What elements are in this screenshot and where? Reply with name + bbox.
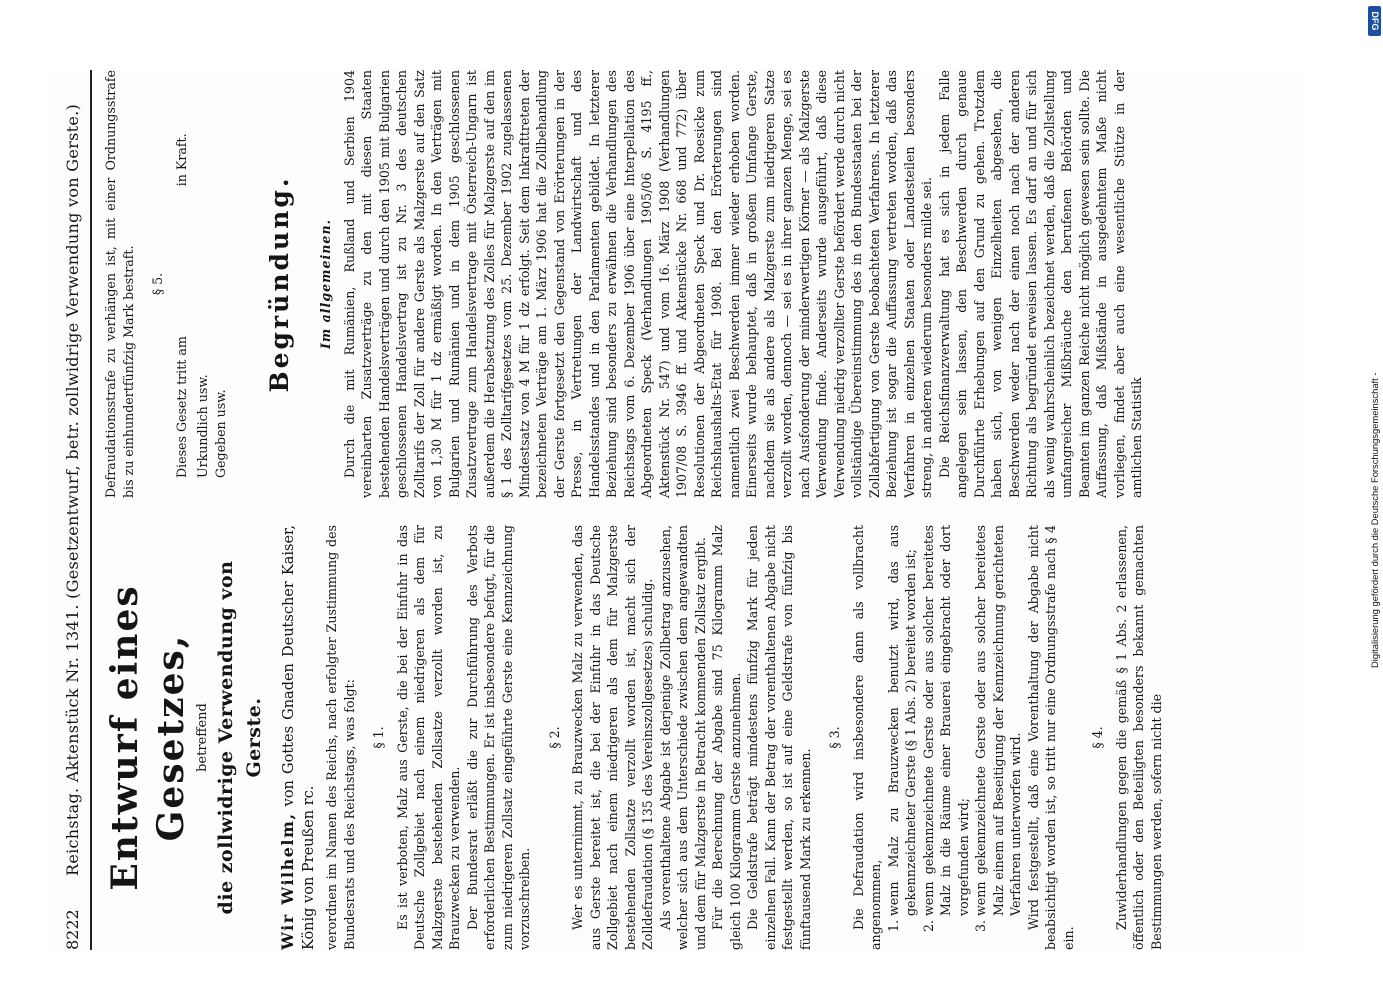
- urkundlich-text: Urkundlich usw.: [195, 374, 210, 478]
- running-title: Reichstag. Aktenstück Nr. 1341. (Gesetzentwurf, betr. zollwidrige Verwendung von Gerste.): [63, 103, 82, 877]
- digitization-sidebar: [1369, 8, 1379, 668]
- right-column: [102, 70, 1146, 498]
- page-header: [62, 70, 84, 950]
- section-2-heading: § 2.: [546, 726, 562, 749]
- enacting-formula: [278, 525, 319, 950]
- document-page: [50, 70, 1300, 950]
- section-3-item: [920, 525, 973, 950]
- document-subtitle: die zollwidrige Verwendung von Gerste.: [215, 560, 265, 915]
- page-number: 8222: [63, 909, 82, 950]
- item-text: wenn Malz zu Brauzwecken benutzt wird, das aus gekennzeichneter Gerste (§ 1 Abs. 2) bereitet worden ist;: [885, 525, 918, 916]
- item-text: wenn gekennzeichnete Gerste oder aus solcher bereitetes Malz in die Räume einer Brauerei eingebracht oder dort vorgefunden wird;: [920, 525, 971, 916]
- section-5-text-start: Dieses Gesetz tritt am: [173, 336, 189, 478]
- section-4-paragraph: Zuwiderhandlungen gegen die gemäß § 1 Abs. 2 erlassenen, öffentlich oder den Beteiligten besonders bekannt gemachten Bestimmungen werden, sofern nicht die: [1113, 525, 1164, 950]
- document-title: Entwurf eines Gesetzes,: [104, 584, 192, 891]
- emperor-title: von Gottes Gnaden Deutscher Kaiser, König von Preußen rc.: [281, 524, 317, 950]
- section-1-paragraph-1: Es ist verboten, Malz aus Gerste, die bei der Einfuhr in das Deutsche Zollgebiet nach einem niedrigeren als dem für Malzgerste bestehenden Zollsatze verzollt worden ist, zu Brauzwecken zu verwenden.: [394, 525, 462, 950]
- section-2-paragraph-1: Wer es unternimmt, zu Brauzwecken Malz zu verwenden, das aus Gerste bereitet ist, die bei der Einfuhr in das Deutsche Zollgebiet nach einem niedrigeren als dem für Malzgerste bestehenden Zollsatze verzollt worden ist, macht sich der Zolldefraudation (§ 135 des Vereinszollgesetzes) schuldig.: [570, 525, 655, 950]
- section-2-paragraph-2: Als vorenthaltene Abgabe ist derjenige Zollbetrag anzusehen, welcher sich aus dem Unterschiede zwischen dem angewandten und dem für Malzgerste in Betracht kommenden Zollsatz ergibt.: [657, 525, 708, 950]
- section-2-paragraph-3: Für die Berechnung der Abgabe sind 75 Kilogramm Malz gleich 100 Kilogramm Gerste anzunehmen.: [710, 525, 743, 950]
- section-5-heading: § 5.: [150, 272, 165, 296]
- left-column: [102, 525, 1165, 950]
- section-5-text-end: in Kraft.: [173, 133, 189, 187]
- item-number: 1.: [885, 920, 901, 933]
- section-4-heading: § 4.: [1090, 726, 1105, 749]
- emperor-name: Wir Wilhelm,: [278, 812, 297, 950]
- section-3-heading: § 3.: [827, 726, 842, 749]
- section-1-heading: § 1.: [371, 726, 386, 749]
- section-2-paragraph-4: Die Geldstrafe beträgt mindestens fünfzig Mark für jeden einzelnen Fall. Kann der Betrag der vorenthaltenen Abgabe nicht festgestellt werden, so ist auf eine Geldstrafe von fünfzig bis fünftausend Mark zu erkennen.: [745, 525, 813, 950]
- section-1-paragraph-2: Der Bundesrat erläßt die zur Durchführung des Verbots erforderlichen Bestimmungen. Er ist insbesondere befugt, für die zum niedrigeren Zollsatz eingeführte Gerste eine Kennzeichnung vorzuschreiben.: [464, 525, 532, 950]
- allgemeinen-heading: Im allgemeinen.: [318, 219, 333, 349]
- begruendung-heading: Begründung.: [265, 175, 294, 393]
- section-3-item: [972, 525, 1025, 950]
- item-number: 3.: [973, 920, 988, 933]
- dfg-logo-text: DFG: [1370, 11, 1380, 31]
- section-3-intro: Die Defraudation wird insbesondere dann als vollbracht angenommen,: [850, 525, 883, 950]
- digitization-credit: Digitalisierung gefördert durch die Deutsche Forschungsgemeinschaft -: [1369, 372, 1380, 668]
- betreffend-label: betreffend: [195, 703, 210, 772]
- section-3-outro: Wird festgestellt, daß eine Vorenthaltung der Abgabe nicht beabsichtigt worden ist, so tritt nur eine Ordnungsstrafe nach § 4 ein.: [1025, 525, 1076, 950]
- begruendung-paragraph-2: Die Reichsfinanzverwaltung hat es sich in jedem Falle angelegen sein lassen, den Beschwerden durch genaue Durchführte Erhebungen auf den Grund zu gehen. Trotzdem haben sich, von wenigen Einzelheiten abgesehen, die Beschwerden weder nach der einen noch nach der anderen Richtung als begründet erweisen lassen. Es darf an und für sich als wenig wahrscheinlich bezeichnet werden, daß die Zollstellung umfangreicher Mißbräuche den berufenen Behörden und Beamten im ganzen Reiche nicht möglich gewesen sein sollte. Die Auffassung, daß Mißstände in ausgedehntem Maße nicht vorliegen, findet aber auch eine wesentliche Stütze in der amtlichen Statistik: [936, 70, 1144, 498]
- begruendung-paragraph-1: Durch die mit Rumänien, Rußland und Serbien 1904 vereinbarten Zusatzverträge zu den mit diesen Staaten bestehenden Handelsverträgen und durch den 1905 mit Bulgarien geschlossenen Handelsvertrag ist zu Nr. 3 des deutschen Zolltarifs der Zoll für andere Gerste als Malzgerste auf den Satz von 1,30 M für 1 dz ermäßigt worden. In den Verträgen mit Bulgarien und Rumänien und in dem 1905 geschlossenen Zusatzvertrage zum Handelsvertrage mit Österreich-Ungarn ist außerdem die Herabsetzung des Zolles für Malzgerste auf den im § 1 des Zolltarifgesetzes vom 25. Dezember 1902 zugelassenen Mindestsatz von 4 M für 1 dz erfolgt. Seit dem Inkrafttreten der bezeichneten Verträge am 1. März 1906 hat die Zollbehandlung der Gerste fortgesetzt den Gegenstand von Erörterungen in der Presse, in Vertretungen der Landwirtschaft und des Handelsstandes und in den Parlamenten gebildet. In letzterer Beziehung sind besonders zu erwähnen die Verhandlungen des Reichstags vom 6. Dezember 1906 über eine Interpellation des Abgeordneten Speck (Verhandlungen 1905/06 S. 4195 ff., Aktenstück Nr. 547) und vom 16. März 1908 (Verhandlungen 1907/08 S. 3946 ff. und Aktenstücke Nr. 668 und 772) über Resolutionen der Abgeordneten Speck und Dr. Roesicke zum Reichshaushalts-Etat für 1908. Bei den Erörterungen sind namentlich zwei Beschwerden immer wieder erhoben worden. Einerseits wurde behauptet, daß in großem Umfange Gerste, nachdem sie als andere als Malzgerste zum niedrigeren Satze verzollt worden, dennoch — sei es in ihrer ganzen Menge, sei es nach Ausfonderung der minderwertigen Körner — als Malzgerste Verwendung finde. Anderseits wurde ausgeführt, daß diese Verwendung niedrig verzollter Gerste befördert werde durch nicht vollständige Übereinstimmung des in den Bundesstaaten bei der Zollabfertigung von Gerste beobachteten Verfahrens. In letzterer Beziehung ist sogar die Auffassung vertreten worden, daß das Verfahren in einzelnen Staaten oder Landesteilen besonders streng, in anderen wiederum besonders milde sei.: [341, 70, 934, 498]
- section-4-continuation: Defraudationsstrafe zu verhängen ist, mit einer Ordnungsstrafe bis zu einhundertfünfzig Mark bestraft.: [103, 70, 136, 498]
- item-number: 2.: [920, 920, 936, 933]
- gegeben-text: Gegeben usw.: [212, 389, 228, 478]
- header-rule: [90, 70, 92, 950]
- item-text: wenn gekennzeichnete Gerste oder aus solcher bereitetes Malz einem auf Beseitigung der Kennzeichnung gerichteten Verfahren unterworfen wird.: [973, 525, 1023, 916]
- section-5-text: [173, 70, 191, 498]
- section-3-item: [885, 525, 920, 950]
- verordnen-text: verordnen im Namen des Reichs, nach erfolgter Zustimmung des Bundesrats und des Reichstags, was folgt:: [324, 525, 357, 950]
